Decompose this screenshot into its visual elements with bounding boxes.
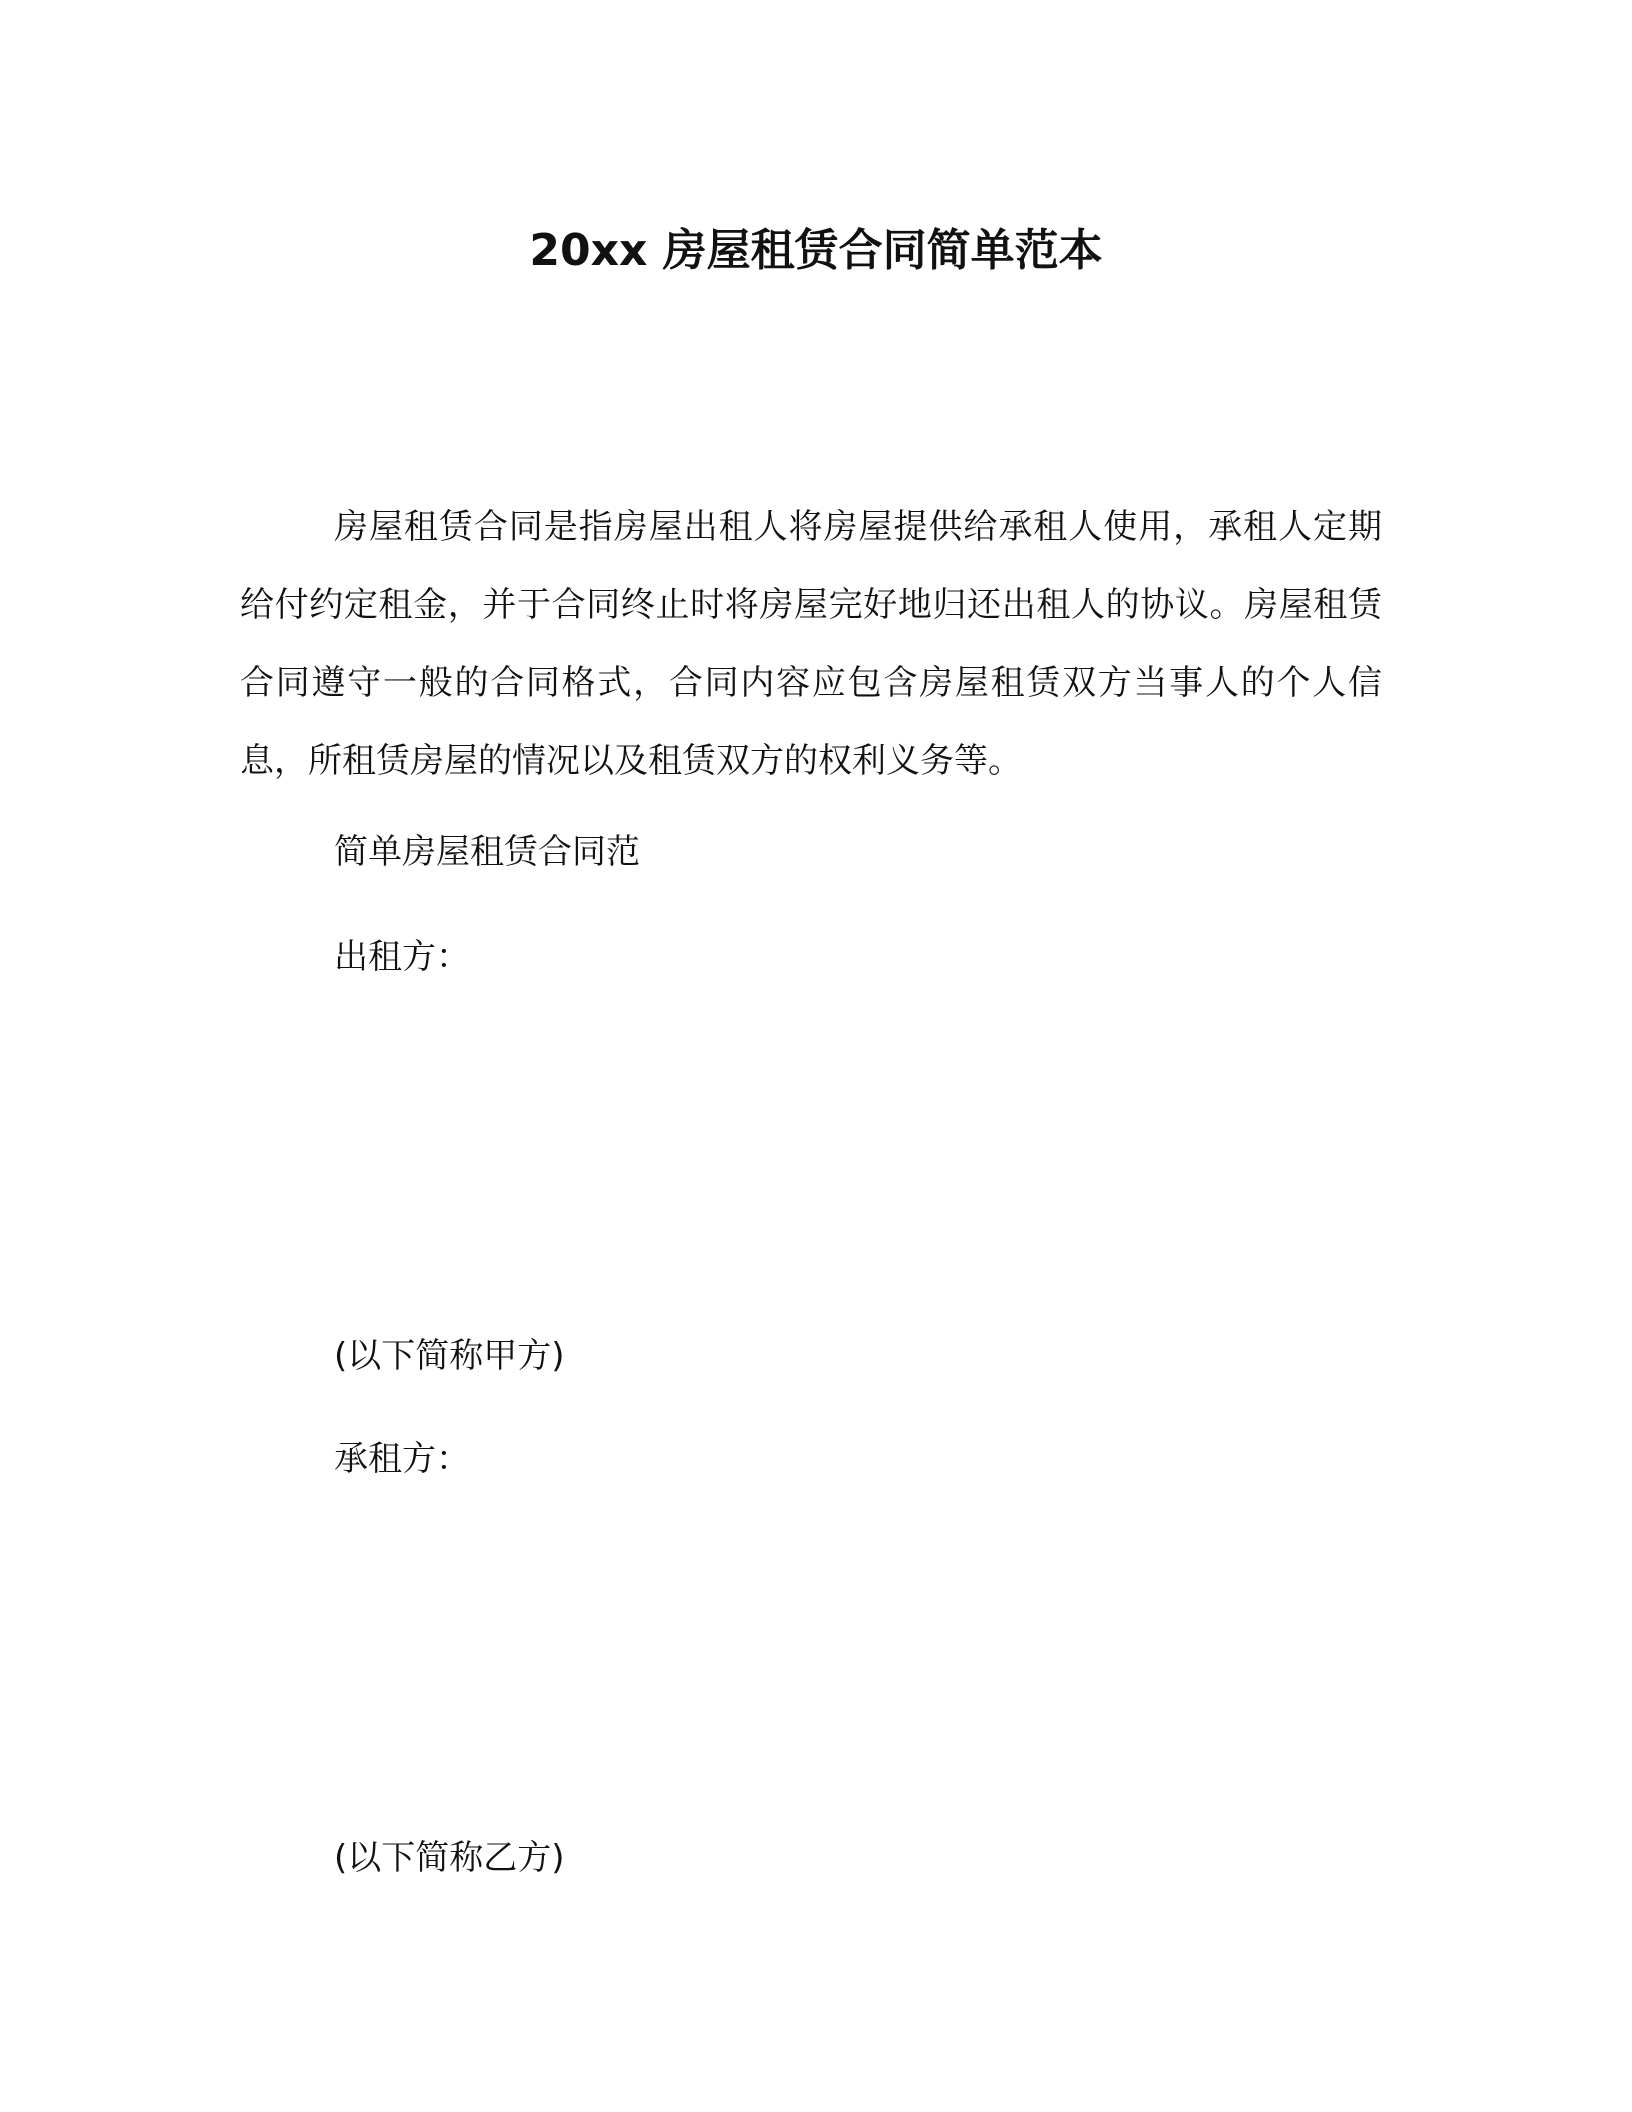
lessor-label: 出租方： <box>334 937 470 977</box>
lessee-label: 承租方： <box>334 1439 470 1479</box>
party-a-note: (以下简称甲方) <box>334 1336 565 1376</box>
intro-paragraph: 房屋租赁合同是指房屋出租人将房屋提供给承租人使用，承租人定期给付约定租金，并于合同终止时将房屋完好地归还出租人的协议。房屋租赁合同遵守一般的合同格式，合同内容应包含房屋租赁双方当事人的个人信息，所租赁房屋的情况以及租赁双方的权利义务等。 <box>240 507 1382 781</box>
document-title: 20xx 房屋租赁合同简单范本 <box>529 225 1103 276</box>
party-b-note: (以下简称乙方) <box>334 1838 565 1878</box>
contract-subtitle: 简单房屋租赁合同范 <box>334 832 640 872</box>
